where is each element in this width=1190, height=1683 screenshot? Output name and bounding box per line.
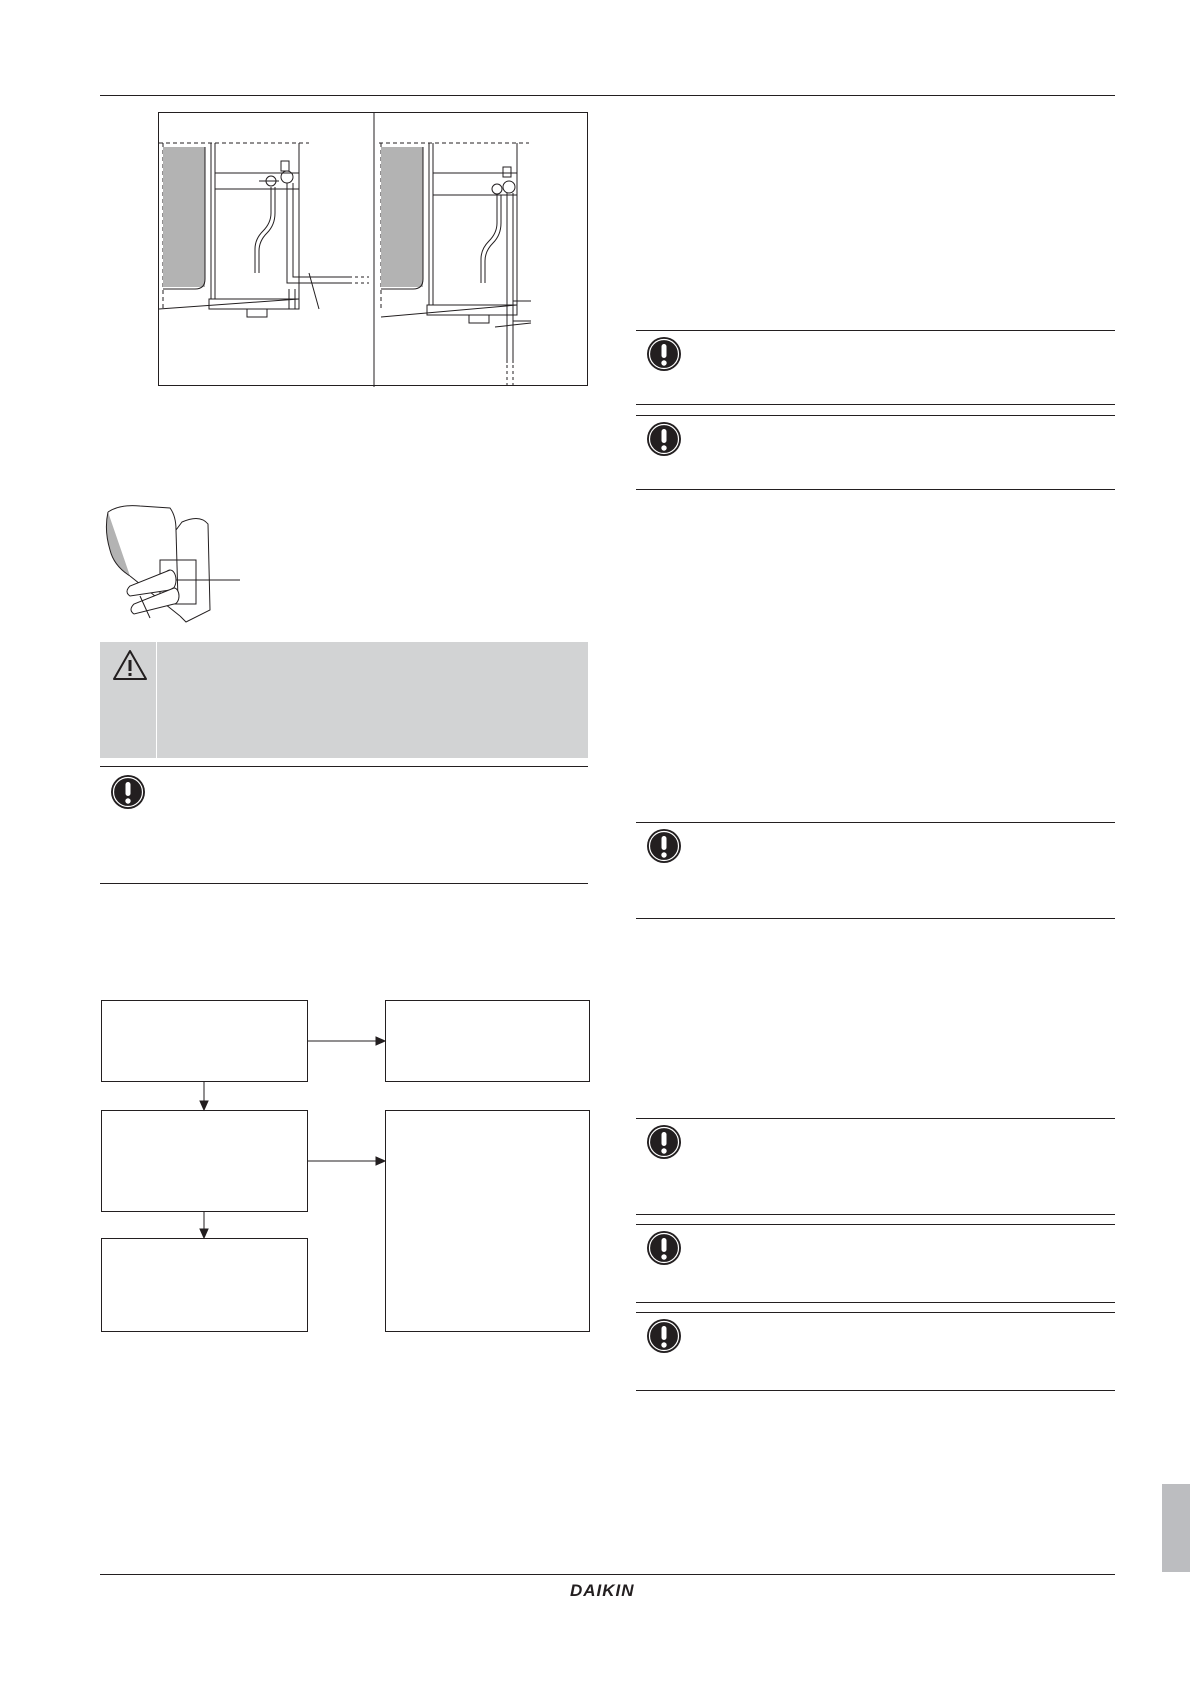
exclamation-circle-icon [646,336,682,372]
flow-step-4 [385,1110,590,1332]
exclamation-circle-icon [646,828,682,864]
flow-step-5 [101,1238,308,1332]
notice-right-3 [636,822,1115,919]
unit-side-view [159,143,369,317]
flow-step-3 [101,1110,308,1212]
pipe-insulation-drawing [100,500,260,630]
notice-right-6 [636,1312,1115,1391]
footer-rule [100,1574,1115,1575]
notice-right-2 [636,415,1115,490]
header-rule [100,95,1115,96]
notice-right-4 [636,1118,1115,1215]
warning-divider [156,642,157,758]
exclamation-circle-icon [646,421,682,457]
flow-step-1 [101,1000,308,1082]
figure-pipe-insulation [100,500,260,630]
warning-triangle-icon [112,648,148,682]
svg-text:DAIKIN: DAIKIN [570,1581,635,1600]
notice-left-1 [100,766,588,884]
exclamation-circle-icon [646,1318,682,1354]
notice-right-1 [636,330,1115,405]
unit-bottom-view [379,143,531,387]
exclamation-circle-icon [646,1124,682,1160]
figure-unit-views [158,112,588,386]
warning-box [100,642,588,758]
daikin-logo [568,1580,658,1600]
notice-right-5 [636,1224,1115,1303]
chapter-side-tab [1162,1484,1190,1572]
exclamation-circle-icon [646,1230,682,1266]
exclamation-circle-icon [110,774,146,810]
flow-step-2 [385,1000,590,1082]
unit-side-view-drawing [159,113,589,387]
